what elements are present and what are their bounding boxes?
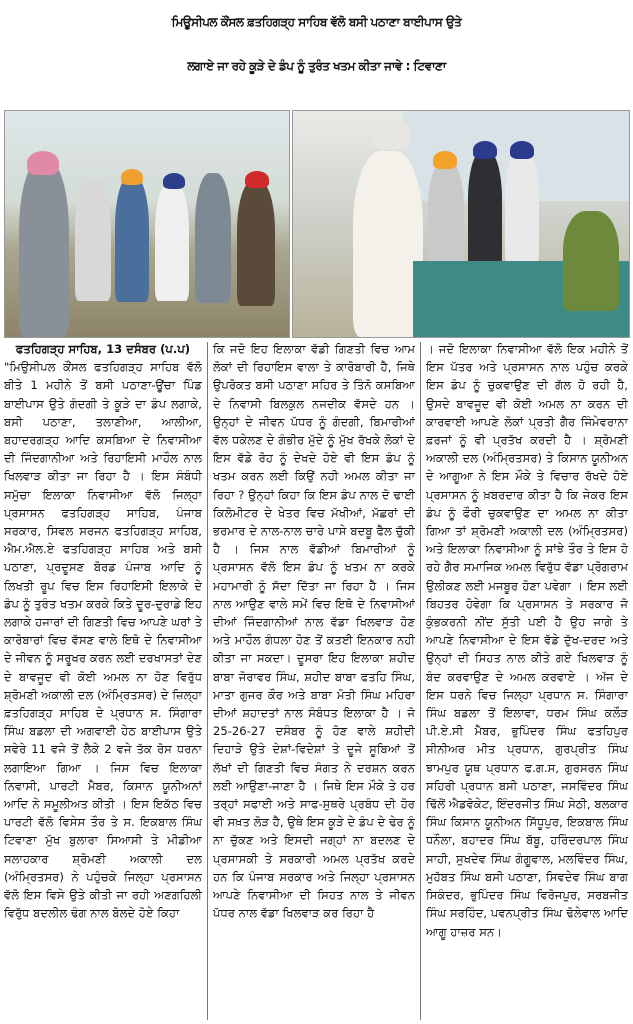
- turban-shape: [510, 141, 534, 159]
- column-rule: [207, 342, 208, 1020]
- photo-memorandum-office: [292, 110, 630, 338]
- person-figure: [563, 211, 619, 311]
- turban-shape: [121, 169, 143, 185]
- person-figure: [505, 151, 539, 266]
- turban-shape: [27, 151, 59, 175]
- turban-shape: [473, 141, 497, 159]
- headline-line-2: ਲਗਾਏ ਜਾ ਰਹੇ ਕੂੜੇ ਦੇ ਡੰਪ ਨੂੰ ਤੁਰੰਤ ਖਤਮ ਕੀਤਾ ਜਾਵੇ : ਟਿਵਾਣਾ: [187, 59, 446, 73]
- person-figure: [75, 181, 111, 301]
- turban-shape: [245, 171, 269, 188]
- person-figure: [19, 161, 69, 337]
- column-rule: [420, 342, 421, 1020]
- dateline: ਫਤਹਿਗੜ੍ਹ ਸਾਹਿਬ, 13 ਦਸੰਬਰ (ਪ.ਪ): [15, 342, 191, 356]
- person-figure: [237, 181, 275, 306]
- article-column-2: ਕਿ ਜਦੋ ਇਹ ਇਲਾਕਾ ਵੱਡੀ ਗਿਣਤੀ ਵਿਚ ਆਮ ਲੋਕਾਂ ਦੀ ਰਿਹਾਇਸ ਵਾਲਾ ਤੇ ਕਾਰੋਬਾਰੀ ਹੈ, ਜਿਥੇ ਉਪਰੋਕਤ ਬਸੀ ਪਠਾਣਾ ਸਹਿਰ ਤੇ ਤਿੰਨੋ ਕਸਬਿਆ ਦੇ ਨਿਵਾਸੀ ਬਿਲਕੁਲ ਨਜਦੀਕ ਵੱਸਦੇ ਹਨ । ਉਨ੍ਹਾਂ ਦੇ ਜੀਵਨ ਪੱਧਰ ਨੂੰ ਗੰਦਗੀ, ਬਿਮਾਰੀਆਂ ਵੱਲ ਧਕੇਲਣ ਦੇ ਗੰਭੀਰ ਮੁੱਦੇ ਨੂੰ ਮੁੱਖ ਰੱਖਕੇ ਲੋਕਾਂ ਦੇ ਇਸ ਵੱਡੇ ਰੋਹ ਨੂੰ ਦੇਖਦੇ ਹੋਏ ਵੀ ਇਸ ਡੰਪ ਨੂੰ ਖਤਮ ਕਰਨ ਲਈ ਕਿਉਂ ਨਹੀ ਅਮਲ ਕੀਤਾ ਜਾ ਰਿਹਾ ? ਉਨ੍ਹਾਂ ਕਿਹਾ ਕਿ ਇਸ ਡੰਪ ਨਾਲ ਦੋ ਢਾਈ ਕਿਲੋਮੀਟਰ ਦੇ ਖੇਤਰ ਵਿਚ ਮੱਖੀਆਂ, ਮੱਛਰਾਂ ਦੀ ਭਰਮਾਰ ਦੇ ਨਾਲ-ਨਾਲ ਚਾਰੇ ਪਾਸੇ ਬਦਬੂ ਫੈਲ ਚੁੱਕੀ ਹੈ । ਜਿਸ ਨਾਲ ਵੱਡੀਆਂ ਬਿਮਾਰੀਆਂ ਨੂੰ ਪ੍ਰਸਾਸਨ ਵੱਲੋ ਇਸ ਡੰਪ ਨੂੰ ਖਤਮ ਨਾ ਕਰਕੇ ਮਹਾਮਾਰੀ ਨੂੰ ਸੱਦਾ ਦਿੱਤਾ ਜਾ ਰਿਹਾ ਹੈ । ਜਿਸ ਨਾਲ ਆਉਣ ਵਾਲੇ ਸਮੇਂ ਵਿਚ ਇਥੋ ਦੇ ਨਿਵਾਸੀਆਂ ਦੀਆਂ ਜਿੰਦਗਾਨੀਆਂ ਨਾਲ ਵੱਡਾ ਖਿਲਵਾੜ ਹੋਣ ਅਤੇ ਮਾਹੌਲ ਗੰਧਲਾ ਹੋਣ ਤੋਂ ਕਤਈ ਇਨਕਾਰ ਨਹੀ ਕੀਤਾ ਜਾ ਸਕਦਾ। ਦੂਸਰਾ ਇਹ ਇਲਾਕਾ ਸ਼ਹੀਦ ਬਾਬਾ ਜੋਰਾਵਰ ਸਿੰਘ, ਸ਼ਹੀਦ ਬਾਬਾ ਫਤਹਿ ਸਿੰਘ, ਮਾਤਾ ਗੁਜਰ ਕੌਰ ਅਤੇ ਬਾਬਾ ਮੋਤੀ ਸਿੰਘ ਮਹਿਰਾ ਦੀਆਂ ਸ਼ਹਾਦਤਾਂ ਨਾਲ ਸੰਬੰਧਤ ਇਲਾਕਾ ਹੈ । ਜੋ 25-26-27 ਦਸੰਬਰ ਨੂੰ ਹੋਣ ਵਾਲੇ ਸ਼ਹੀਦੀ ਦਿਹਾੜੇ ਉਤੇ ਦੇਸ਼ਾਂ-ਵਿਦੇਸ਼ਾਂ ਤੇ ਦੂਜੇ ਸੂਬਿਆਂ ਤੋਂ ਲੱਖਾਂ ਦੀ ਗਿਣਤੀ ਵਿਚ ਸੰਗਤ ਨੇ ਦਰਸ਼ਨ ਕਰਨ ਲਈ ਆਉਣਾ-ਜਾਣਾ ਹੈ । ਜਿਥੇ ਇਸ ਮੌਕੇ ਤੇ ਹਰ ਤਰ੍ਹਾਂ ਸਫਾਈ ਅਤੇ ਸਾਫ-ਸੁਥਰੇ ਪ੍ਰਬੰਧ ਦੀ ਹੋਰ ਵੀ ਸਖ਼ਤ ਲੋੜ ਹੈ, ਉਥੇ ਇਸ ਕੂੜੇ ਦੇ ਡੰਪ ਦੇ ਢੇਰ ਨੂੰ ਨਾ ਚੁੱਕਣ ਅਤੇ ਇਸਦੀ ਜਗ੍ਹਾਂ ਨਾ ਬਦਲਣ ਦੇ ਪ੍ਰਸਾਸਕੀ ਤੇ ਸਰਕਾਰੀ ਅਮਲ ਪ੍ਰਤੱਖ ਕਰਦੇ ਹਨ ਕਿ ਪੰਜਾਬ ਸਰਕਾਰ ਅਤੇ ਜਿਲ੍ਹਾ ਪ੍ਰਸਾਸਨ ਆਪਣੇ ਨਿਵਾਸੀਆ ਦੀ ਸਿਹਤ ਨਾਲ ਤੇ ਜੀਵਨ ਪੱਧਰ ਨਾਲ ਵੱਡਾ ਖਿਲਵਾੜ ਕਰ ਰਿਹਾ ਹੈ: [213, 342, 415, 921]
- turban-shape: [433, 151, 457, 169]
- photo-protest-site: [4, 110, 290, 338]
- headline: [0, 0, 633, 88]
- person-figure: [155, 183, 189, 301]
- person-figure: [115, 177, 149, 302]
- turban-shape: [163, 173, 185, 189]
- person-figure: [468, 151, 502, 271]
- article-column-1: [4, 340, 202, 1022]
- article-column-3: । ਜਦੋ ਇਲਾਕਾ ਨਿਵਾਸੀਆ ਵੱਲੋ ਇਕ ਮਹੀਨੇ ਤੋਂ ਇਸ ਪੱਤਰ ਅਤੇ ਪ੍ਰਸਾਸਨ ਨਾਲ ਪਹੁੰਚ ਕਰਕੇ ਇਸ ਡੰਪ ਨੂੰ ਚੁਕਵਾਉਣ ਦੀ ਗੱਲ ਹੋ ਰਹੀ ਹੈ, ਉਸਦੇ ਬਾਵਜੂਦ ਵੀ ਕੋਈ ਅਮਲ ਨਾ ਕਰਨ ਦੀ ਕਾਰਵਾਈ ਆਪਣੇ ਲੋਕਾਂ ਪ੍ਰਤੀ ਗੈਰ ਜਿੰਮੇਵਰਾਨਾ ਫ਼ਰਜਾਂ ਨੂੰ ਵੀ ਪ੍ਰਤੱਖ ਕਰਦੀ ਹੈ । ਸ਼੍ਰੋਮਣੀ ਅਕਾਲੀ ਦਲ (ਅੰਮ੍ਰਿਤਸਰ) ਤੇ ਕਿਸਾਨ ਯੂਨੀਅਨ ਦੇ ਆਗੂਆ ਨੇ ਇਸ ਮੌਕੇ ਤੇ ਵਿਚਾਰ ਰੱਖਦੇ ਹੋਏ ਪ੍ਰਸਾਸਨ ਨੂੰ ਖ਼ਬਰਦਾਰ ਕੀਤਾ ਹੈ ਕਿ ਜੇਕਰ ਇਸ ਡੰਪ ਨੂੰ ਫੌਰੀ ਚੁਕਵਾਉਣ ਦਾ ਅਮਲ ਨਾ ਕੀਤਾ ਗਿਆ ਤਾਂ ਸ਼੍ਰੋਮਣੀ ਅਕਾਲੀ ਦਲ (ਅੰਮ੍ਰਿਤਸਰ) ਅਤੇ ਇਲਾਕਾ ਨਿਵਾਸੀਆ ਨੂੰ ਸਾਂਝੇ ਤੌਰ ਤੇ ਇਸ ਹੋ ਰਹੇ ਗੈਰ ਸਮਾਜਿਕ ਅਮਲ ਵਿਰੁੱਧ ਵੱਡਾ ਪ੍ਰੋਗਰਾਮ ਉਲੀਕਣ ਲਈ ਮਜਬੂਰ ਹੋਣਾ ਪਵੇਗਾ । ਇਸ ਲਈ ਬਿਹਤਰ ਹੋਵੇਗਾ ਕਿ ਪ੍ਰਸਾਸਨ ਤੇ ਸਰਕਾਰ ਜੋ ਕੁੰਭਕਰਨੀ ਨੀਂਦ ਸੁੱਤੀ ਪਈ ਹੈ ਉਹ ਜਾਗੇ ਤੇ ਆਪਣੇ ਨਿਵਾਸੀਆ ਦੇ ਇਸ ਵੱਡੇ ਦੁੱਖ-ਦਰਦ ਅਤੇ ਉਨ੍ਹਾਂ ਦੀ ਸਿਹਤ ਨਾਲ ਕੀਤੇ ਗਏ ਖਿਲਵਾੜ ਨੂੰ ਬੰਦ ਕਰਵਾਉਣ ਦੇ ਅਮਲ ਕਰਵਾਏ । ਅੱਜ ਦੇ ਇਸ ਧਰਨੇ ਵਿਚ ਜਿਲ੍ਹਾ ਪ੍ਰਧਾਨ ਸ. ਸਿੰਗਾਰਾ ਸਿੰਘ ਬਡਲਾ ਤੋਂ ਇਲਾਵਾ, ਧਰਮ ਸਿੰਘ ਕਲੌੜ ਪੀ.ਏ.ਸੀ ਮੈਬਰ, ਭੁਪਿੰਦਰ ਸਿੰਘ ਫਤਹਿਪੁਰ ਸੀਨੀਅਰ ਮੀਤ ਪ੍ਰਧਾਨ, ਗੁਰਪ੍ਰੀਤ ਸਿੰਘ ਝਾਮਪੁਰ ਯੂਥ ਪ੍ਰਧਾਨ ਫ.ਗ.ਸ, ਗੁਰਸਰਨ ਸਿੰਘ ਸਹਿਰੀ ਪ੍ਰਧਾਨ ਬਸੀ ਪਠਾਣਾ, ਜਸਵਿੰਦਰ ਸਿੰਘ ਢਿੱਲੋਂ ਐਡਵੋਕੇਟ, ਇੰਦਰਜੀਤ ਸਿੰਘ ਸੇਠੀ, ਬਲਕਾਰ ਸਿੰਘ ਕਿਸਾਨ ਯੂਨੀਅਨ ਸਿੱਧੂਪੁਰ, ਇਕਬਾਲ ਸਿੰਘ ਧਨੌਲਾ, ਬਹਾਦਰ ਸਿੰਘ ਬੱਬੂ, ਹਰਿੰਦਰਪਾਲ ਸਿੰਘ ਸਾਹੀ, ਸੁਖਦੇਵ ਸਿੰਘ ਗੰਗੂਵਾਲ, ਮਲਵਿੰਦਰ ਸਿੰਘ, ਮੁਹੱਬਤ ਸਿੰਘ ਬਸੀ ਪਠਾਣਾ, ਸਿਵਦੇਵ ਸਿੰਘ ਬਾਗ ਸਿਕੰਦਰ, ਭੁਪਿੰਦਰ ਸਿੰਘ ਵਿਰੋਜਪੁਰ, ਸਰਬਜੀਤ ਸਿੰਘ ਸਰਹਿੰਦ, ਪਵਨਪ੍ਰੀਤ ਸਿੰਘ ਢੋਲੇਵਾਲ ਆਦਿ ਆਗੂ ਹਾਜ਼ਰ ਸਨ।: [426, 342, 628, 939]
- headline-line-1: ਮਿਊਸੀਪਲ ਕੌਂਸਲ ਫ਼ਤਹਿਗੜ੍ਹ ਸਾਹਿਬ ਵੱਲੋ ਬਸੀ ਪਠਾਣਾ ਬਾਈਪਾਸ ਉਤੇ: [171, 15, 462, 29]
- person-figure: [195, 173, 231, 303]
- turban-shape: [371, 119, 411, 149]
- article-text-1: "ਮਿਉਸੀਪਲ ਕੌਂਸਲ ਫਤਹਿਗੜ੍ਹ ਸਾਹਿਬ ਵੱਲੋ ਬੀਤੇ 1 ਮਹੀਨੇ ਤੋਂ ਬਸੀ ਪਠਾਣਾ-ਊਂਚਾ ਪਿੰਡ ਬਾਈਪਾਸ ਉਤੇ ਗੰਦਗੀ ਤੇ ਕੂੜੇ ਦਾ ਡੰਪ ਲਗਾਕੇ, ਬਸੀ ਪਠਾਣਾ, ਤਲਾਣੀਆ, ਆਲੀਆ, ਬਹਾਦਰਗੜ੍ਹ ਆਦਿ ਕਸਬਿਆ ਦੇ ਨਿਵਾਸੀਆ ਦੀ ਜਿੰਦਗਾਨੀਆ ਅਤੇ ਰਿਹਾਇਸੀ ਮਾਹੌਲ ਨਾਲ ਖਿਲਵਾੜ ਕੀਤਾ ਜਾ ਰਿਹਾ ਹੈ । ਇਸ ਸੰਬੰਧੀ ਸਮੁੱਚਾ ਇਲਾਕਾ ਨਿਵਾਸੀਆ ਵੱਲੋ ਜਿਲ੍ਹਾ ਪ੍ਰਸਾਸਨ ਫਤਹਿਗੜ੍ਹ ਸਾਹਿਬ, ਪੰਜਾਬ ਸਰਕਾਰ, ਸਿਵਲ ਸਰਜਨ ਫਤਹਿਗੜ੍ਹ ਸਾਹਿਬ, ਐਮ.ਐਲ.ਏ ਫਤਹਿਗੜ੍ਹ ਸਾਹਿਬ ਅਤੇ ਬਸੀ ਪਠਾਣਾ, ਪ੍ਰਦੂਸਣ ਬੋਰਡ ਪੰਜਾਬ ਆਦਿ ਨੂੰ ਲਿਖਤੀ ਰੂਪ ਵਿਚ ਇਸ ਰਿਹਾਇਸੀ ਇਲਾਕੇ ਦੇ ਡੰਪ ਨੂੰ ਤੁਰੰਤ ਖਤਮ ਕਰਕੇ ਕਿਤੇ ਦੂਰ-ਦੁਰਾਡੇ ਇਹ ਲਗਾਕੇ ਹਜਾਰਾਂ ਦੀ ਗਿਣਤੀ ਵਿਚ ਆਪਣੇ ਘਰਾਂ ਤੇ ਕਾਰੋਬਾਰਾਂ ਵਿਚ ਵੱਸਣ ਵਾਲੇ ਇਥੋ ਦੇ ਨਿਵਾਸੀਆ ਦੇ ਜੀਵਨ ਨੂੰ ਸਰੂਖਰ ਕਰਨ ਲਈ ਦਰਖਾਸਤਾਂ ਦੇਣ ਦੇ ਬਾਵਜੂਦ ਵੀ ਕੋਈ ਅਮਲ ਨਾ ਹੋਣ ਵਿਰੁੱਧ ਸ਼੍ਰੋਮਣੀ ਅਕਾਲੀ ਦਲ (ਅੰਮ੍ਰਿਤਸਰ) ਦੇ ਜ਼ਿਲ੍ਹਾ ਫ਼ਤਹਿਗੜ੍ਹ ਸਾਹਿਬ ਦੇ ਪ੍ਰਧਾਨ ਸ. ਸਿੰਗਾਰਾ ਸਿੰਘ ਬਡਲਾ ਦੀ ਅਗਵਾਈ ਹੇਠ ਬਾਈਪਾਸ ਉਤੇ ਸਵੇਰੇ 11 ਵਜੇ ਤੋਂ ਲੈਕੇ 2 ਵਜੇ ਤੱਕ ਰੋਸ ਧਰਨਾ ਲਗਾਇਆ ਗਿਆ । ਜਿਸ ਵਿਚ ਇਲਾਕਾ ਨਿਵਾਸੀ, ਪਾਰਟੀ ਮੈਬਰ, ਕਿਸਾਨ ਯੂਨੀਅਨਾਂ ਆਦਿ ਨੇ ਸਮੂਲੀਅਤ ਕੀਤੀ । ਇਸ ਇਕੱਠ ਵਿਚ ਪਾਰਟੀ ਵੱਲੋ ਵਿਸੇਸ ਤੌਰ ਤੇ ਸ. ਇਕਬਾਲ ਸਿੰਘ ਟਿਵਾਣਾ ਮੁੱਖ ਬੁਲਾਰਾ ਸਿਆਸੀ ਤੇ ਮੀਡੀਆ ਸਲਾਹਕਾਰ ਸ਼੍ਰੋਮਣੀ ਅਕਾਲੀ ਦਲ (ਅੰਮ੍ਰਿਤਸਰ) ਨੇ ਪਹੁੰਚਕੇ ਜਿਲ੍ਹਾ ਪ੍ਰਸਾਸਨ ਵੱਲੋ ਇਸ ਵਿਸੇ ਉਤੇ ਕੀਤੀ ਜਾ ਰਹੀ ਅਣਗਹਿਲੀ ਵਿਰੁੱਧ ਬਦਲੀਲ ਢੰਗ ਨਾਲ ਬੋਲਦੇ ਹੋਏ ਕਿਹਾ: [4, 360, 202, 921]
